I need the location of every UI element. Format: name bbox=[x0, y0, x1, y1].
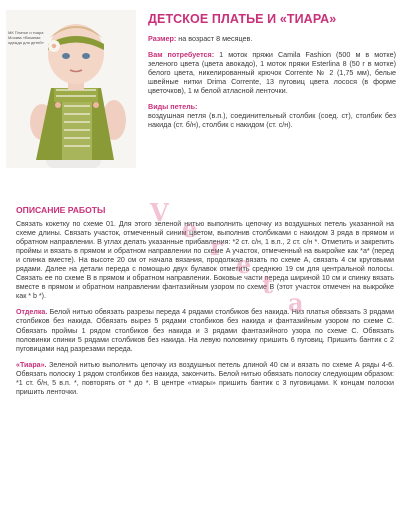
size-label: Размер: bbox=[148, 34, 177, 43]
watermark-letter: V bbox=[150, 198, 169, 227]
watermark-letter: a bbox=[288, 288, 304, 317]
tiara-label: «Тиара». bbox=[16, 360, 47, 369]
materials-paragraph bbox=[148, 50, 396, 95]
details-column bbox=[148, 34, 396, 136]
trim-paragraph bbox=[16, 308, 394, 353]
instructions-body bbox=[16, 220, 394, 404]
size-text: на возраст 8 месяцев. bbox=[176, 34, 253, 43]
materials-label: Вам потребуется: bbox=[148, 50, 215, 59]
watermark-letter: e bbox=[182, 214, 198, 243]
size-paragraph bbox=[148, 34, 396, 43]
watermark-letter: t bbox=[262, 270, 274, 299]
section-heading: ОПИСАНИЕ РАБОТЫ bbox=[16, 205, 106, 215]
watermark-letter: r bbox=[210, 232, 223, 261]
yoke-paragraph: Связать кокетку по схеме 01. Для этого зеленой нитью выполнить цепочку из воздушных петель указанной на схеме длины. Связать участок, отмеченный синим цветом, выполнив столбиками с накидом 3 ряда в прямом и обратном направлении. В углах делать указанные прибавления: *2 ст. с/н, 1 в.п., 2 ст. с/н *. Отметить и закрепить проймы и вязать в прямом и обратном направлении по схеме A участок, отмеченный на выкройке как *а* (перед и спинка вместе). На высоте 20 см от начала вязания, продолжая вязать по схеме A, связать 4 см круговыми рядами. Далее на детали переда с помощью двух булавок отметить среднюю 19 см для центральной полосы. Связать ее по схеме B в прямом и обратном направлении. Боковые части переда шириной 10 см и спинку вязать вместе в прямом и обратном направлении фантазийным узором по схеме B (этот участок отмечен на выкройке как * b *). bbox=[16, 220, 394, 301]
stitches-label: Виды петель: bbox=[148, 102, 198, 111]
trim-label: Отделка. bbox=[16, 308, 48, 317]
stitches-paragraph bbox=[148, 102, 396, 129]
tiara-paragraph bbox=[16, 361, 394, 397]
photo-credit: МК Платье и тиара Москва «Вязаная одежда для детей» bbox=[8, 30, 44, 45]
page-title: ДЕТСКОЕ ПЛАТЬЕ И «ТИАРА» bbox=[148, 12, 337, 26]
trim-text: Белой нитью обвязать разрезы переда 4 рядами столбиков без накида. Низ платья обвязать 3 рядами столбиков без накида. Обвязать вырез 5 рядами столбиков без накида и фантазийным узором по схеме С. Обвязать проймы 1 рядом столбиков без накида и 3 рядами фантазийного узора по схеме С. Обвязать половинки спинки 5 рядами столбиков без накида. На левую половинку пришить 6 пуговиц. Пришить бантик с 2 пуговицами над разрезами переда. bbox=[16, 308, 394, 353]
tiara-text: Зеленой нитью выполнить цепочку из воздушных петель длиной 40 см и вязать по схеме А ряды 4-6. Обвязать полоску 1 рядом столбиков без накида, закончить. Белой нитью обвязать полоску следующим образом: *1 ст. б/н, 5 в.п. *, повторять от * до *. В центре «тиары» пришить бантик с 3 пуговицами. К концам полоски пришить ленточки. bbox=[16, 360, 394, 396]
stitches-text: воздушная петля (в.п.), соединительный столбик (соед. ст), столбик без накида (ст. б/н), столбик с накидом (ст. с/н). bbox=[148, 111, 396, 129]
materials-text: 1 моток пряжи Camila Fashion (500 м в мотке) зеленого цвета (цвета авокадо), 1 моток пряжи Esterlina 8 (50 г в мотке) белого цвета, никелированный крючок Corrente № 2 (1,75 мм), белые швейные нитки Drima Corrente, 13 пуговиц цвета лосося (в форме цветочков), 1 м белой атласной ленточки. bbox=[148, 50, 396, 95]
watermark-letter: e bbox=[236, 250, 252, 279]
